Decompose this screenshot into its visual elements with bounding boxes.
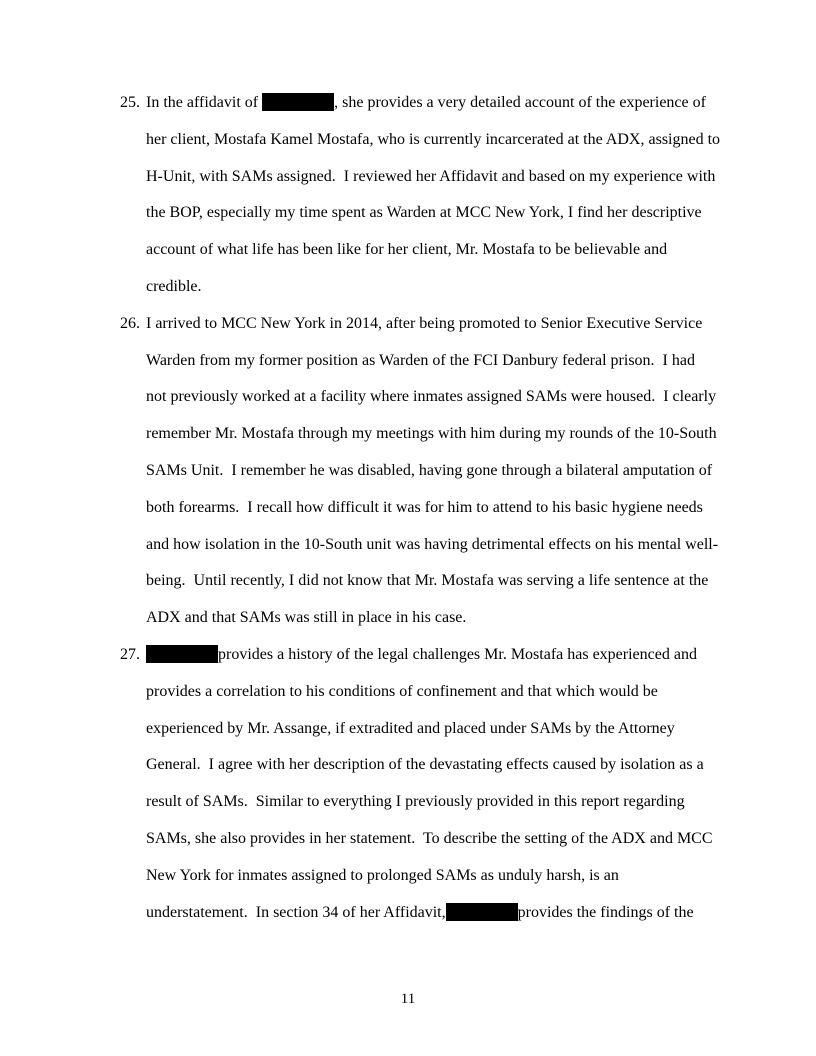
redaction-box [146, 645, 218, 663]
paragraph-line: credible. [146, 277, 202, 295]
paragraph [120, 306, 720, 637]
paragraph-line: General. I agree with her description of the devastating effects caused by isolation as a [146, 756, 704, 774]
document-body [120, 85, 720, 931]
paragraph-line: and how isolation in the 10-South unit was having detrimental effects on his mental well- [146, 535, 719, 553]
paragraph-line: experienced by Mr. Assange, if extradited and placed under SAMs by the Attorney [146, 719, 675, 737]
paragraph-number: 26. [120, 314, 140, 332]
paragraph-line: I arrived to MCC New York in 2014, after being promoted to Senior Executive Service [146, 314, 703, 332]
paragraph-line: In the affidavit of , she provides a very detailed account of the experience of [146, 94, 706, 111]
paragraph-line: Warden from my former position as Warden of the FCI Danbury federal prison. I had [146, 351, 695, 369]
paragraph-line: SAMs Unit. I remember he was disabled, having gone through a bilateral amputation of [146, 461, 713, 479]
paragraph-line: SAMs, she also provides in her statement. To describe the setting of the ADX and MCC [146, 829, 713, 847]
paragraph-number: 27. [120, 645, 140, 663]
paragraph-line: not previously worked at a facility where inmates assigned SAMs were housed. I clearly [146, 388, 717, 406]
paragraph-line: the BOP, especially my time spent as Warden at MCC New York, I find her descriptive [146, 204, 702, 222]
paragraph-line: her client, Mostafa Kamel Mostafa, who is currently incarcerated at the ADX, assigned to [146, 130, 721, 148]
paragraph-line: ADX and that SAMs was still in place in his case. [146, 609, 467, 627]
paragraph-line: both forearms. I recall how difficult it was for him to attend to his basic hygiene needs [146, 498, 703, 516]
paragraph-line: being. Until recently, I did not know that Mr. Mostafa was serving a life sentence at the [146, 572, 709, 590]
paragraph-line: New York for inmates assigned to prolonged SAMs as unduly harsh, is an [146, 866, 619, 884]
page-number: 11 [400, 991, 416, 1007]
paragraph-line: provides a history of the legal challenges Mr. Mostafa has experienced and [146, 637, 720, 674]
paragraph-line: account of what life has been like for her client, Mr. Mostafa to be believable and [146, 241, 668, 259]
redaction-box [262, 93, 334, 111]
paragraph-line: provides a correlation to his conditions of confinement and that which would be [146, 682, 658, 700]
paragraph [120, 85, 720, 306]
redaction-box [446, 903, 518, 921]
paragraph [120, 637, 720, 931]
paragraph-number: 25. [120, 94, 140, 111]
paragraph-line: result of SAMs. Similar to everything I previously provided in this report regarding [146, 793, 685, 811]
paragraph-line: H-Unit, with SAMs assigned. I reviewed her Affidavit and based on my experience with [146, 167, 716, 185]
paragraph-line: remember Mr. Mostafa through my meetings with him during my rounds of the 10-South [146, 425, 717, 443]
paragraph-line: understatement. In section 34 of her Affidavit, provides the findings of the [146, 903, 694, 921]
